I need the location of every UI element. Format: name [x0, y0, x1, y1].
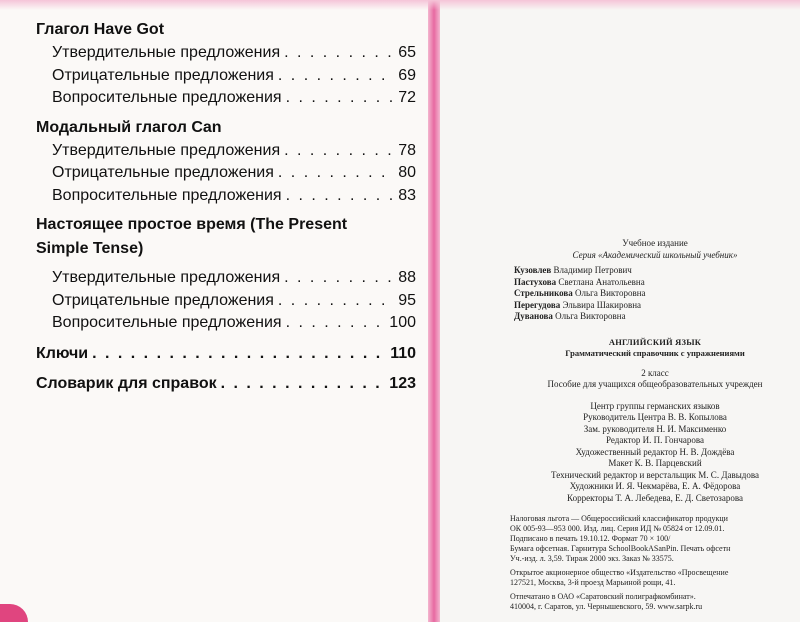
series-name: Серия «Академический школьный учебник»: [572, 249, 738, 260]
toc-entry: [36, 312, 416, 335]
book-spine: [428, 0, 440, 622]
toc-entry: [36, 65, 416, 88]
toc-section-title: Глагол Have Got: [36, 21, 165, 38]
toc-page-number: 110: [390, 344, 416, 362]
toc-page-number: 80: [398, 164, 416, 181]
credit-line: Художественный редактор Н. В. Дождёва: [575, 446, 735, 457]
printer-line: Отпечатано в ОАО «Саратовский полиграфкомбинат».: [510, 592, 696, 601]
credit-line: Макет К. В. Парцевский: [608, 458, 702, 468]
toc-entry-label: Словарик для справок: [36, 375, 217, 392]
toc-entry-label: Утвердительные предложения: [52, 141, 281, 159]
toc-entry-label: Вопросительные предложения: [52, 186, 282, 204]
author: Пастухова Светлана Анатольевна: [514, 276, 645, 287]
leader-dots: [284, 267, 394, 290]
toc-section-title: Настоящее простое время (The Present: [36, 216, 348, 233]
leader-dots: [286, 312, 386, 335]
publication-details: [510, 514, 800, 616]
imprint-block: [510, 238, 800, 504]
table-of-contents: [36, 18, 416, 396]
toc-entry-label: Вопросительные предложения: [52, 89, 282, 106]
edition-type: Учебное издание: [622, 238, 688, 248]
toc-entry-dictionary: [36, 373, 416, 396]
toc-entry-keys: [36, 343, 416, 366]
leader-dots: [284, 140, 394, 163]
leader-dots: [92, 343, 386, 366]
toc-section-title-continued: Simple Tense): [36, 240, 144, 257]
tax-note: Налоговая льгота — Общероссийский классификатор продукци: [510, 514, 728, 523]
toc-entry: [36, 290, 416, 313]
credit-line: Технический редактор и верстальщик М. С. Давыдова: [551, 469, 759, 480]
toc-page-number: 88: [398, 269, 416, 286]
toc-section-title: Модальный глагол Can: [36, 118, 222, 136]
toc-page-number: 69: [398, 66, 416, 84]
toc-entry: [36, 162, 416, 185]
publisher-line: Открытое акционерное общество «Издательство «Просвещение: [510, 568, 729, 577]
toc-page-number: 72: [398, 89, 416, 106]
credit-line: Художники И. Я. Чекмарёва, Е. А. Фёдорова: [569, 481, 741, 491]
toc-entry-label: Отрицательные предложения: [52, 291, 274, 309]
credits-list: [510, 401, 800, 505]
credit-line: Центр группы германских языков: [590, 400, 720, 411]
book-subtitle: Грамматический справочник с упражнениями: [565, 348, 745, 358]
toc-entry-label: Вопросительные предложения: [52, 314, 282, 331]
leader-dots: [286, 87, 395, 110]
toc-page-number: 83: [398, 186, 416, 204]
cover-corner: [0, 604, 28, 622]
toc-entry: [36, 87, 416, 110]
toc-entry: [36, 42, 416, 65]
leader-dots: [278, 290, 394, 313]
right-page: [440, 0, 800, 622]
toc-entry-label: Отрицательные предложения: [52, 164, 274, 181]
grade: 2 класс: [641, 367, 669, 378]
leader-dots: [278, 162, 394, 185]
toc-entry: [36, 140, 416, 163]
printer-address: 410004, г. Саратов, ул. Чернышевского, 59. www.sarpk.ru: [510, 602, 703, 611]
signed-note: Подписано в печать 19.10.12. Формат 70 × 100/: [510, 534, 671, 543]
credit-line: Руководитель Центра В. В. Копылова: [583, 412, 727, 422]
authors-list: [510, 265, 800, 323]
leader-dots: [221, 373, 386, 396]
credit-line: Зам. руководителя Н. И. Максименко: [583, 423, 727, 434]
page-edge-tint: [0, 0, 800, 10]
toc-entry-label: Утвердительные предложения: [52, 269, 281, 286]
toc-page-number: 95: [398, 291, 416, 309]
book-title: АНГЛИЙСКИЙ ЯЗЫК: [608, 336, 702, 347]
author: Стрельникова Ольга Викторовна: [514, 288, 646, 298]
paper-note: Бумага офсетная. Гарнитура SchoolBookASanPin. Печать офсетн: [510, 544, 731, 553]
toc-page-number: 123: [389, 375, 416, 392]
leader-dots: [284, 42, 394, 65]
author: Перегудова Эльвира Шакировна: [514, 299, 642, 310]
license-note: ОК 005-93—953 000. Изд. лиц. Серия ИД № 05824 от 12.09.01.: [510, 524, 725, 533]
toc-entry-label: Отрицательные предложения: [52, 66, 274, 84]
author: Кузовлев Владимир Петрович: [514, 265, 632, 275]
toc-entry: [36, 267, 416, 290]
toc-entry-label: Ключи: [36, 344, 89, 362]
author: Дуванова Ольга Викторовна: [514, 311, 626, 321]
leader-dots: [286, 185, 395, 208]
toc-page-number: 100: [389, 314, 416, 331]
toc-entry: [36, 185, 416, 208]
toc-page-number: 65: [398, 44, 416, 61]
credit-line: Редактор И. П. Гончарова: [605, 435, 705, 445]
leader-dots: [278, 65, 394, 88]
credit-line: Корректоры Т. А. Лебедева, Е. Д. Светозарова: [567, 492, 743, 503]
audience: Пособие для учащихся общеобразовательных учрежден: [547, 379, 763, 389]
toc-entry-label: Утвердительные предложения: [52, 44, 281, 61]
run-note: Уч.-изд. л. 3,59. Тираж 2000 экз. Заказ № 33575.: [510, 554, 674, 563]
toc-page-number: 78: [398, 141, 416, 159]
publisher-address: 127521, Москва, 3-й проезд Марьиной рощи, 41.: [510, 578, 676, 587]
